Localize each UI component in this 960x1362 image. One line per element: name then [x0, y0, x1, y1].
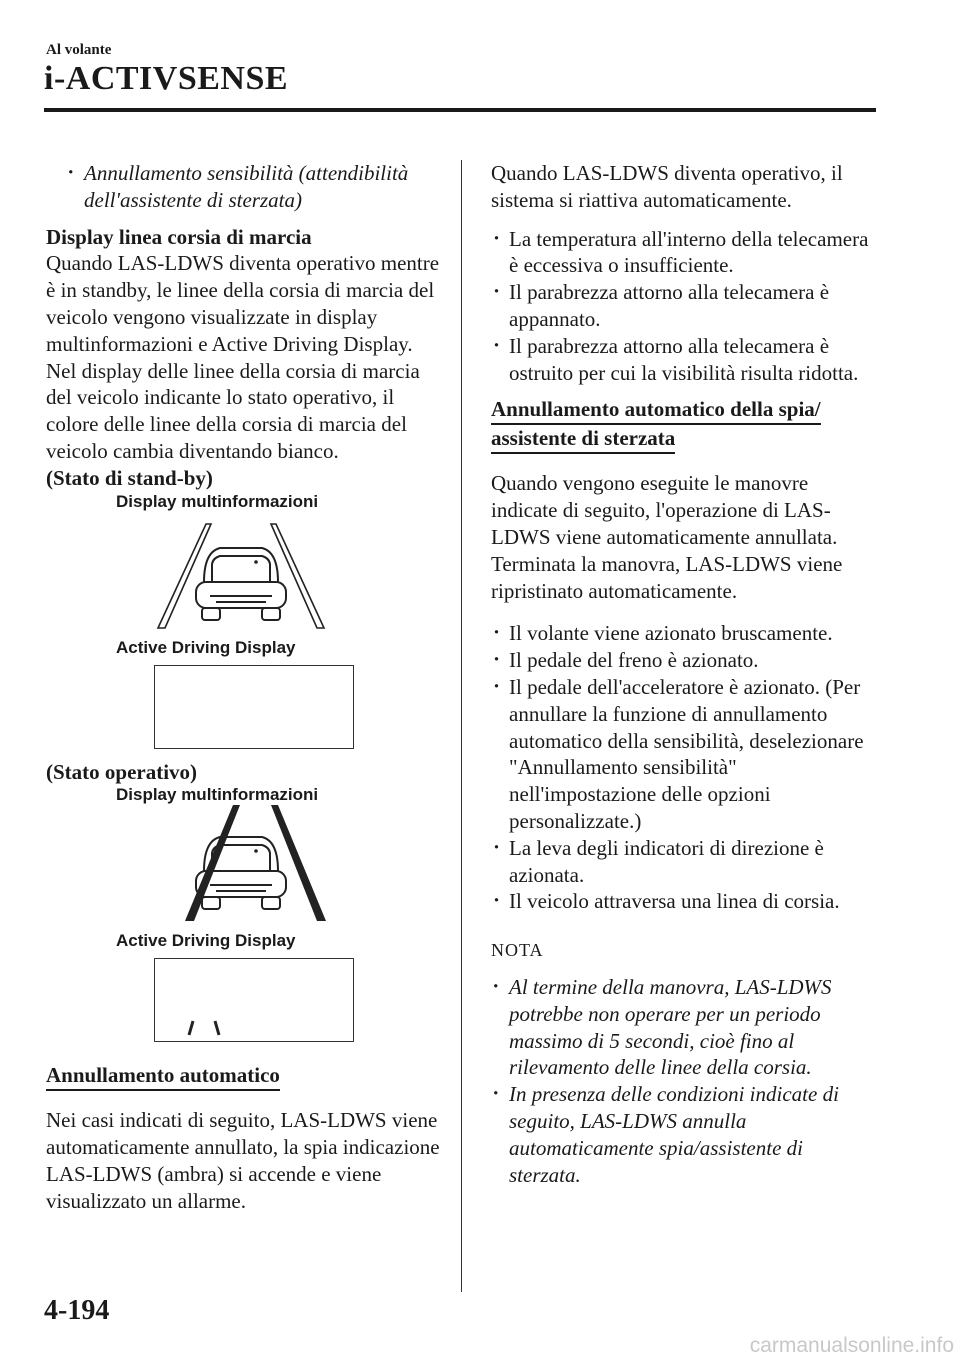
standby-add-box	[154, 665, 354, 749]
reactivation-conditions-list	[491, 226, 871, 387]
lane-marks-icon	[179, 1015, 239, 1039]
auto-cancel-heading: Annullamento automatico	[46, 1063, 280, 1091]
right-column	[491, 160, 871, 1188]
page-number: 4-194	[44, 1295, 110, 1326]
standby-mfd-illustration	[116, 512, 356, 634]
auto-cancel-assist-heading-line2: assistente di sterzata	[491, 426, 675, 454]
header-rule	[44, 108, 876, 112]
standby-figure	[116, 492, 356, 749]
header-section: Al volante	[46, 42, 112, 58]
list-item: · La leva degli indicatori di direzione è azionata.	[491, 835, 871, 889]
car-icon	[196, 548, 286, 620]
display-paragraph: Quando LAS-LDWS diventa operativo mentre è in standby, le linee della corsia di marcia del veicolo vengono visualizzate in display multinformazioni e Active Driving Display. Nel display delle linee della corsia di marcia del veicolo indicante lo stato operativo, il colore delle linee della corsia di marcia del veicolo cambia diventando bianco.	[46, 251, 440, 463]
operative-mfd-label: Display multinformazioni	[116, 785, 319, 805]
operative-figure	[116, 785, 356, 1042]
list-item: · La temperatura all'interno della telecamera è eccessiva o insufficiente.	[491, 226, 871, 280]
watermark: carmanualsonline.info	[749, 1334, 954, 1357]
page-title: i-ACTIVSENSE	[44, 60, 289, 97]
list-item: · In presenza delle condizioni indicate di seguito, LAS-LDWS annulla automaticamente spia/assistente di sterzata.	[491, 1081, 871, 1188]
auto-cancel-paragraph: Nei casi indicati di seguito, LAS-LDWS viene automaticamente annullato, la spia indicazione LAS-LDWS (ambra) si accende e viene visualizzato un allarme.	[46, 1108, 440, 1213]
column-divider	[461, 160, 462, 1292]
operative-mfd-illustration	[116, 805, 356, 927]
operative-label: (Stato operativo)	[46, 759, 198, 784]
maneuver-paragraph: Quando vengono eseguite le manovre indicate di seguito, l'operazione di LAS-LDWS viene automaticamente annullata. Terminata la manovra, LAS-LDWS viene ripristinato automaticamente.	[491, 471, 843, 603]
auto-cancel-assist-heading-line1: Annullamento automatico della spia/	[491, 397, 821, 425]
display-heading: Display linea corsia di marcia	[46, 224, 312, 249]
list-item: · Il veicolo attraversa una linea di corsia.	[491, 888, 871, 915]
list-item: · Il parabrezza attorno alla telecamera è ostruito per cui la visibilità risulta ridotta.	[491, 333, 871, 387]
operative-add-box	[154, 958, 354, 1042]
operative-add-label: Active Driving Display	[116, 931, 296, 951]
standby-mfd-label: Display multinformazioni	[116, 491, 319, 511]
sensitivity-bullet: · Annullamento sensibilità (attendibilità dell'assistente di sterzata)	[66, 160, 441, 214]
standby-label: (Stato di stand-by)	[46, 465, 213, 490]
list-item: · Il pedale dell'acceleratore è azionato. (Per annullare la funzione di annullamento automatico della sensibilità, deselezionare "Annullamento sensibilità" nell'impostazione delle opzioni personalizzate.)	[491, 674, 871, 835]
nota-list	[491, 974, 871, 1188]
reactivation-intro: Quando LAS-LDWS diventa operativo, il sistema si riattiva automaticamente.	[491, 161, 843, 212]
list-item: · Al termine della manovra, LAS-LDWS potrebbe non operare per un periodo massimo di 5 secondi, cioè fino al rilevamento delle linee della corsia.	[491, 974, 871, 1081]
standby-add-label: Active Driving Display	[116, 637, 296, 657]
list-item: · Il parabrezza attorno alla telecamera è appannato.	[491, 279, 871, 333]
maneuver-list	[491, 620, 871, 915]
list-item: · Il pedale del freno è azionato.	[491, 647, 871, 674]
left-column	[46, 160, 441, 1215]
nota-label: NOTA	[491, 940, 544, 961]
list-item: · Il volante viene azionato bruscamente.	[491, 620, 871, 647]
